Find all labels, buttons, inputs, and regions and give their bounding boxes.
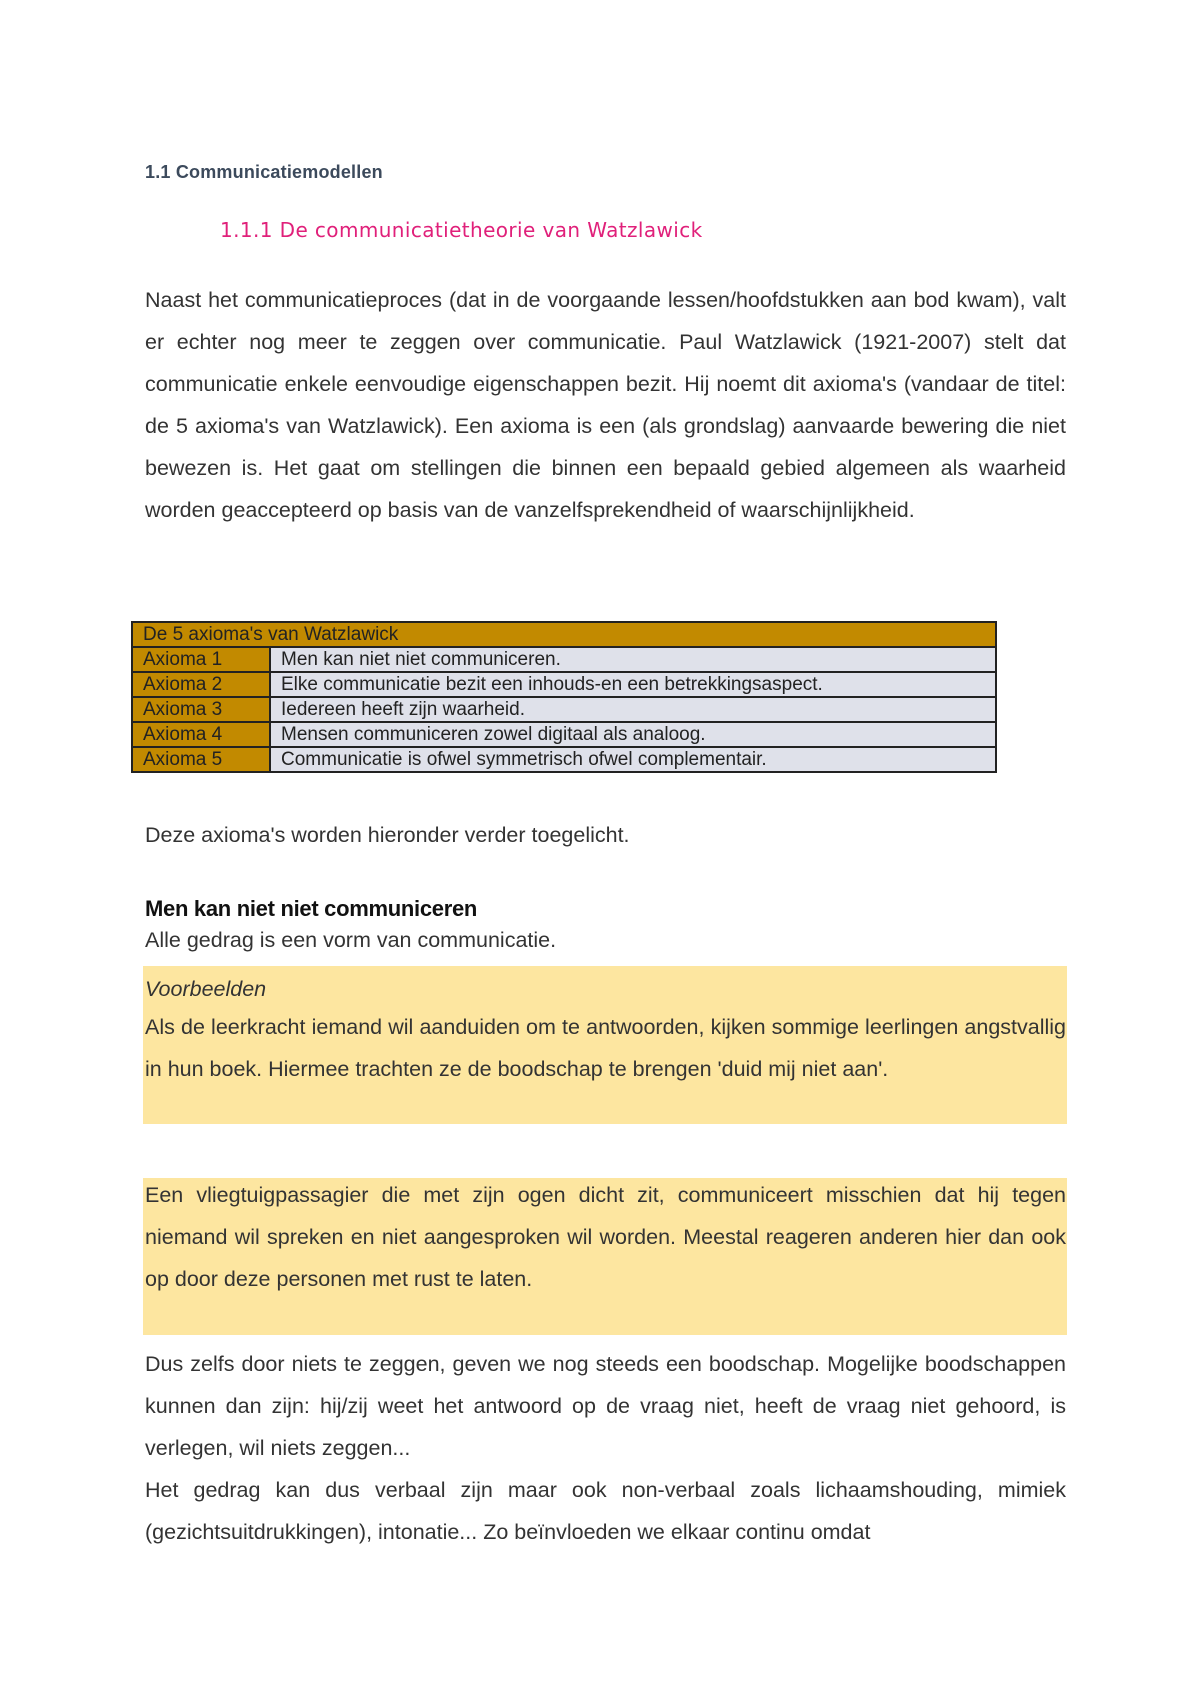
body-text: Het gedrag kan dus verbaal zijn maar ook non-verbaal zoals lichaamshouding, mimiek (gezichtsuitdrukkingen), intonatie... Zo beïnvloeden we elkaar continu omdat xyxy=(145,1478,1066,1544)
axiom-subtitle: Alle gedrag is een vorm van communicatie. xyxy=(145,928,557,952)
axioma-label: Axioma 3 xyxy=(132,697,270,722)
axioma-label: Axioma 1 xyxy=(132,647,270,672)
axioma-text: Iedereen heeft zijn waarheid. xyxy=(270,697,996,722)
table-row xyxy=(132,672,996,697)
axioms-table xyxy=(131,621,997,773)
axiom-heading: Men kan niet niet communiceren xyxy=(145,896,478,921)
axioms-table-title: De 5 axioma's van Watzlawick xyxy=(132,622,996,647)
after-table-text: Deze axioma's worden hieronder verder toegelicht. xyxy=(145,823,630,847)
examples-label: Voorbeelden xyxy=(145,977,267,1001)
axioms-table-header xyxy=(132,622,996,647)
table-row xyxy=(132,647,996,672)
table-row xyxy=(132,722,996,747)
example-text: Een vliegtuigpassagier die met zijn ogen dicht zit, communiceert misschien dat hij tegen niemand wil spreken en niet aangesproken wil worden. Meestal reageren anderen hier dan ook op door deze personen met rust te laten. xyxy=(145,1183,1066,1291)
table-row xyxy=(132,697,996,722)
axioma-label: Axioma 4 xyxy=(132,722,270,747)
body-paragraph xyxy=(145,1343,1066,1553)
example-paragraph xyxy=(145,1006,1066,1090)
axioma-label: Axioma 2 xyxy=(132,672,270,697)
example-paragraph xyxy=(145,1174,1066,1300)
example-text: Als de leerkracht iemand wil aanduiden om te antwoorden, kijken sommige leerlingen angstvallig in hun boek. Hiermee trachten ze de boodschap te brengen 'duid mij niet aan'. xyxy=(145,1015,1066,1081)
section-heading: 1.1 Communicatiemodellen xyxy=(145,162,383,182)
intro-text: Naast het communicatieproces (dat in de voorgaande lessen/hoofdstukken aan bod kwam), valt er echter nog meer te zeggen over communicatie. Paul Watzlawick (1921-2007) stelt dat communicatie enkele eenvoudige eigenschappen bezit. Hij noemt dit axioma's (vandaar de titel: de 5 axioma's van Watzlawick). Een axioma is een (als grondslag) aanvaarde bewering die niet bewezen is. Het gaat om stellingen die binnen een bepaald gebied algemeen als waarheid worden geaccepteerd op basis van de vanzelfsprekendheid of waarschijnlijkheid. xyxy=(145,288,1066,522)
axioma-text: Men kan niet niet communiceren. xyxy=(270,647,996,672)
intro-paragraph xyxy=(145,279,1066,531)
axioma-text: Communicatie is ofwel symmetrisch ofwel complementair. xyxy=(270,747,996,772)
axioma-text: Mensen communiceren zowel digitaal als analoog. xyxy=(270,722,996,747)
body-text: Dus zelfs door niets te zeggen, geven we nog steeds een boodschap. Mogelijke boodschappen kunnen dan zijn: hij/zij weet het antwoord op de vraag niet, heeft de vraag niet gehoord, is verlegen, wil niets zeggen... xyxy=(145,1352,1066,1460)
axioma-label: Axioma 5 xyxy=(132,747,270,772)
axioma-text: Elke communicatie bezit een inhouds-en een betrekkingsaspect. xyxy=(270,672,996,697)
subsection-heading: 1.1.1 De communicatietheorie van Watzlawick xyxy=(220,218,703,242)
table-row xyxy=(132,747,996,772)
